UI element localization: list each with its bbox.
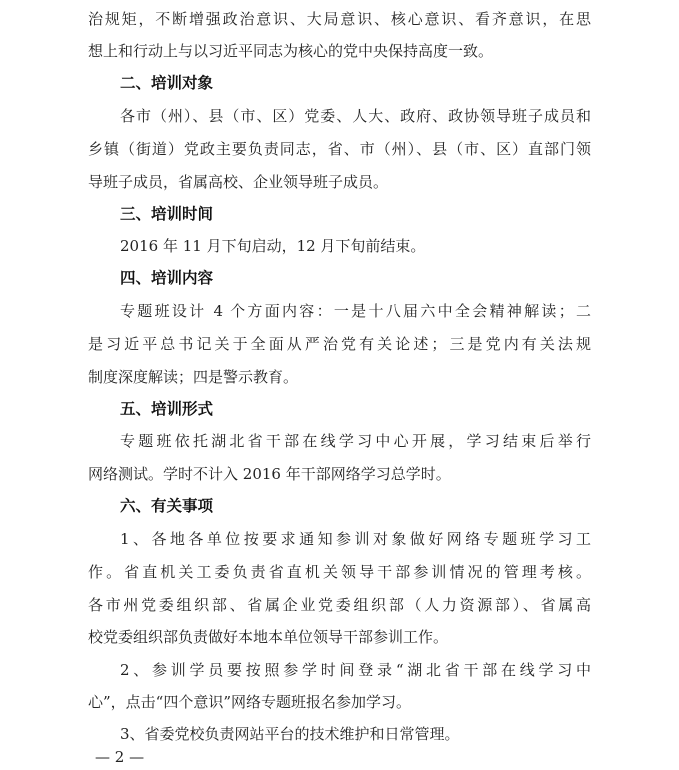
body-text-line: 乡镇（街道）党政主要负责同志，省、市（州）、县（市、区）直部门领 — [88, 140, 591, 158]
body-text-line: 2、参训学员要按照参学时间登录“湖北省干部在线学习中 — [120, 661, 591, 679]
body-text-line: 作。省直机关工委负责省直机关领导干部参训情况的管理考核。 — [88, 563, 591, 581]
body-text-line: 各市州党委组织部、省属企业党委组织部（人力资源部）、省属高 — [88, 596, 591, 614]
section-heading: 五、培训形式 — [120, 400, 214, 418]
body-text-line: 网络测试。学时不计入 2016 年干部网络学习总学时。 — [88, 465, 451, 483]
section-heading: 三、培训时间 — [120, 205, 214, 223]
body-text-line: 治规矩，不断增强政治意识、大局意识、核心意识、看齐意识，在思 — [88, 10, 591, 28]
body-text-line: 心”，点击“四个意识”网络专题班报名参加学习。 — [88, 693, 412, 711]
body-text-line: 专题班依托湖北省干部在线学习中心开展，学习结束后举行 — [120, 432, 591, 450]
body-text-line: 3、省委党校负责网站平台的技术维护和日常管理。 — [120, 725, 460, 743]
body-text-line: 是习近平总书记关于全面从严治党有关论述；三是党内有关法规 — [88, 335, 591, 353]
body-text-line: 专题班设计 4 个方面内容：一是十八届六中全会精神解读；二 — [120, 302, 591, 320]
section-heading: 六、有关事项 — [120, 497, 214, 515]
section-heading: 四、培训内容 — [120, 269, 214, 287]
body-text-line: 2016 年 11 月下旬启动，12 月下旬前结束。 — [120, 237, 426, 255]
page-number: — 2 — — [95, 748, 145, 766]
body-text-line: 制度深度解读；四是警示教育。 — [88, 368, 299, 386]
body-text-line: 想上和行动上与以习近平同志为核心的党中央保持高度一致。 — [88, 42, 494, 60]
body-text-line: 各市（州）、县（市、区）党委、人大、政府、政协领导班子成员和 — [120, 107, 591, 125]
body-text-line: 导班子成员，省属高校、企业领导班子成员。 — [88, 173, 389, 191]
body-text-line: 校党委组织部负责做好本地本单位领导干部参训工作。 — [88, 628, 449, 646]
section-heading: 二、培训对象 — [120, 74, 214, 92]
body-text-line: 1、各地各单位按要求通知参训对象做好网络专题班学习工 — [120, 530, 591, 548]
